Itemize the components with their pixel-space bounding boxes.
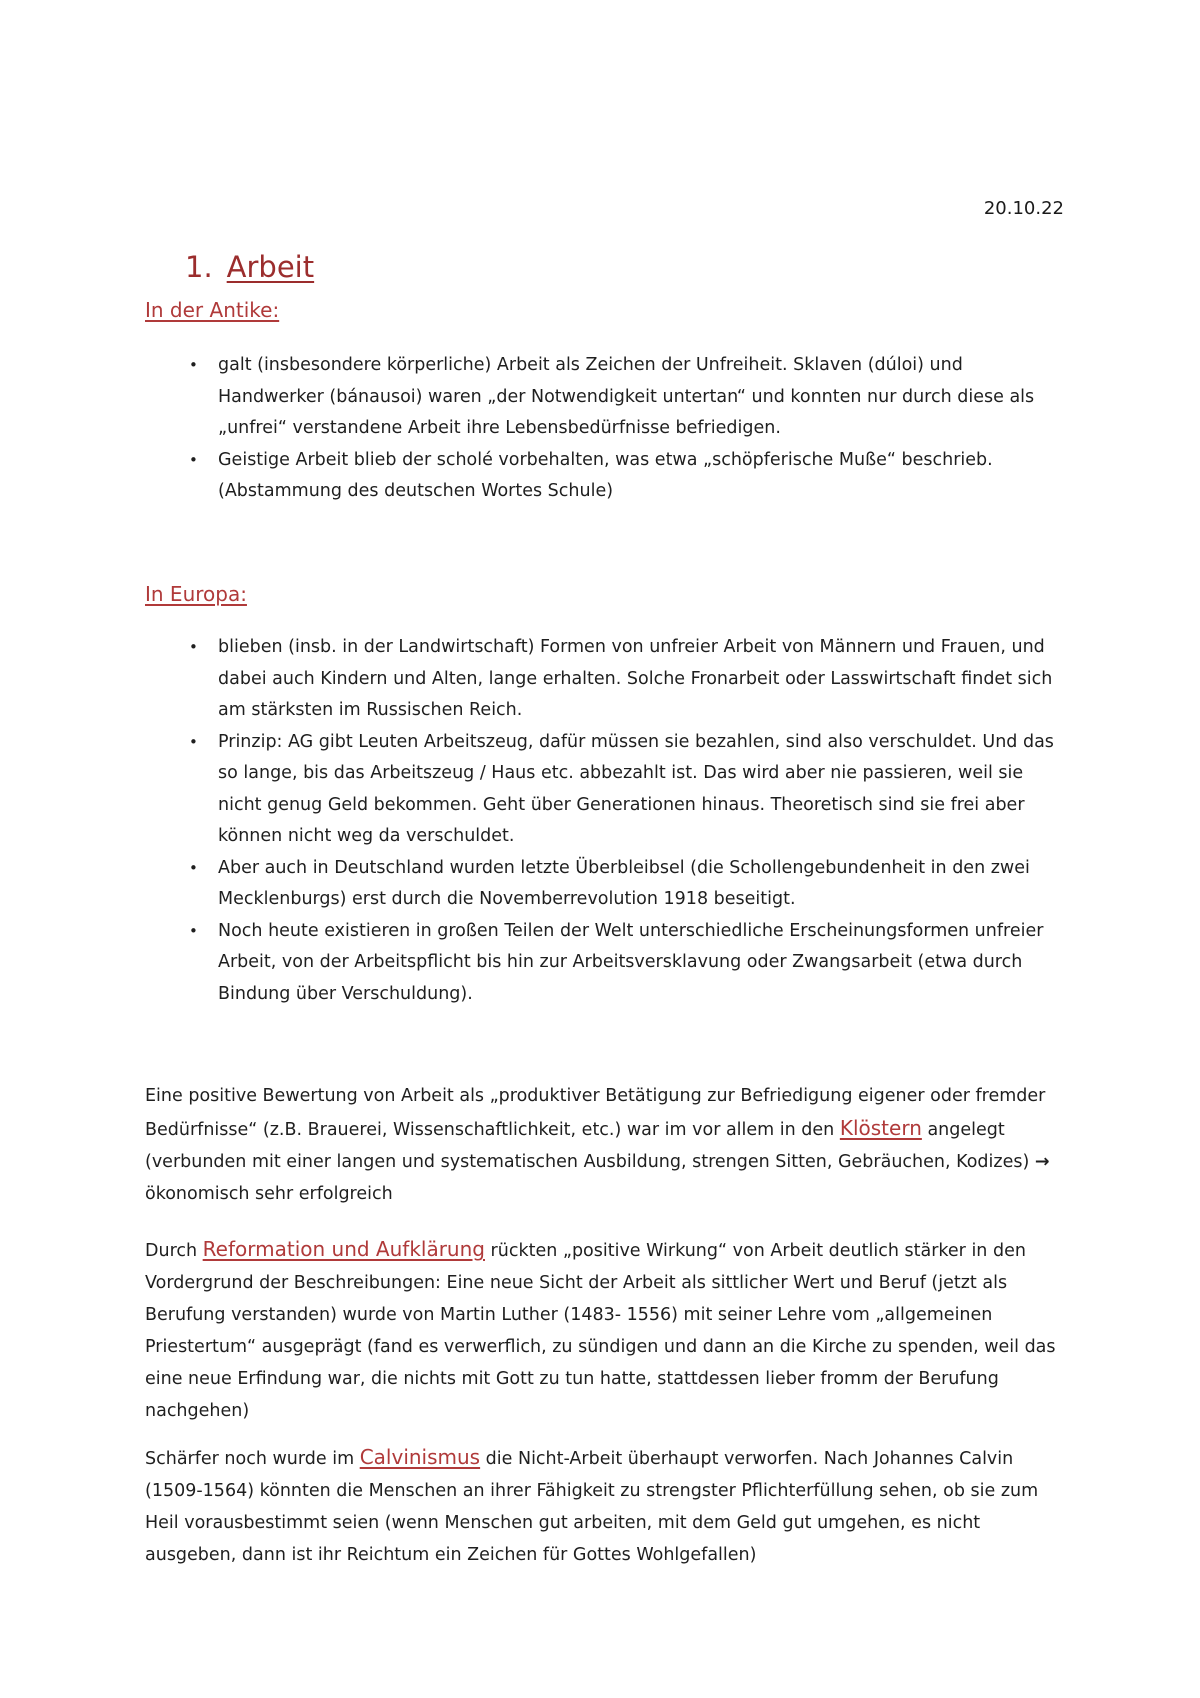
list-item — [145, 350, 1065, 445]
paragraph-kloester — [145, 1080, 1065, 1210]
paragraph-text: angelegt (verbunden mit einer langen und systematischen Ausbildung, strengen Sitten, Gebräuchen, Kodizes) — [145, 1120, 1035, 1172]
section-heading — [185, 250, 314, 284]
highlight-kloestern: Klöstern — [839, 1116, 922, 1140]
list-item — [145, 445, 1065, 508]
document-date: 20.10.22 — [983, 198, 1064, 219]
list-item — [145, 632, 1065, 727]
paragraph-text: Schärfer noch wurde im — [145, 1449, 360, 1469]
highlight-reformation: Reformation und Aufklärung — [202, 1237, 485, 1261]
paragraph-text: Eine positive Bewertung von Arbeit als „produktiver Betätigung zur Befriedigung eigener oder fremder Bedürfnisse“ (z.B. Brauerei, Wissenschaftlichkeit, etc.) war im vor allem in den — [145, 1086, 1046, 1140]
bullet-icon: • — [189, 732, 198, 751]
subheading-antike: In der Antike: — [145, 298, 280, 322]
europa-list — [145, 632, 1065, 1010]
paragraph-reformation — [145, 1233, 1065, 1427]
list-item — [145, 727, 1065, 853]
antike-list — [145, 350, 1065, 508]
bullet-icon: • — [189, 450, 198, 469]
paragraph-text: die Nicht-Arbeit überhaupt verworfen. Nach Johannes Calvin (1509-1564) könnten die Menschen an ihrer Fähigkeit zu strengster Pflichterfüllung sehen, ob sie zum Heil vorausbestimmt seien (wenn Menschen gut arbeiten, mit dem Geld gut umgehen, es nicht ausgeben, dann ist ihr Reichtum ein Zeichen für Gottes Wohlgefallen) — [145, 1449, 1039, 1565]
list-item — [145, 853, 1065, 916]
heading-number: 1. — [185, 250, 213, 284]
bullet-icon: • — [189, 858, 198, 877]
list-item-text: galt (insbesondere körperliche) Arbeit als Zeichen der Unfreiheit. Sklaven (dúloi) und Handwerker (bánausoi) waren „der Notwendigkeit untertan“ und konnten nur durch diese als „unfrei“ verstandene Arbeit ihre Lebensbedürfnisse befriedigen. — [218, 355, 1035, 438]
list-item-text: Aber auch in Deutschland wurden letzte Überbleibsel (die Schollengebundenheit in den zwei Mecklenburgs) erst durch die Novemberrevolution 1918 beseitigt. — [218, 857, 1030, 909]
list-item-text: Geistige Arbeit blieb der scholé vorbehalten, was etwa „schöpferische Muße“ beschrieb. (Abstammung des deutschen Wortes Schule) — [218, 449, 993, 501]
paragraph-text: rückten „positive Wirkung“ von Arbeit deutlich stärker in den Vordergrund der Beschreibungen: Eine neue Sicht der Arbeit als sittlicher Wert und Beruf (jetzt als Berufung verstanden) wurde von Martin Luther (1483- 1556) mit seiner Lehre vom „allgemeinen Priestertum“ ausgeprägt (fand es verwerflich, zu sündigen und dann an die Kirche zu spenden, weil das eine neue Erfindung war, die nichts mit Gott zu tun hatte, stattdessen lieber fromm der Berufung nachgehen) — [145, 1241, 1056, 1421]
paragraph-text: ökonomisch sehr erfolgreich — [145, 1184, 393, 1204]
paragraph-text: Durch — [145, 1241, 203, 1261]
bullet-icon: • — [189, 356, 198, 374]
bullet-icon: • — [189, 638, 198, 656]
subheading-europa: In Europa: — [145, 582, 247, 606]
list-item-text: blieben (insb. in der Landwirtschaft) Formen von unfreier Arbeit von Männern und Frauen, und dabei auch Kindern und Alten, lange erhalten. Solche Fronarbeit oder Lasswirtschaft findet sich am stärksten im Russischen Reich. — [218, 637, 1053, 720]
list-item-text: Prinzip: AG gibt Leuten Arbeitszeug, dafür müssen sie bezahlen, sind also verschuldet. Und das so lange, bis das Arbeitszeug / Haus etc. abbezahlt ist. Das wird aber nie passieren, weil sie nicht genug Geld bekommen. Geht über Generationen hinaus. Theoretisch sind sie frei aber können nicht weg da verschuldet. — [218, 731, 1054, 846]
highlight-calvinismus: Calvinismus — [359, 1445, 481, 1469]
heading-title: Arbeit — [226, 250, 315, 284]
list-item — [145, 916, 1065, 1011]
bullet-icon: • — [189, 921, 198, 940]
list-item-text: Noch heute existieren in großen Teilen der Welt unterschiedliche Erscheinungsformen unfreier Arbeit, von der Arbeitspflicht bis hin zur Arbeitsversklavung oder Zwangsarbeit (etwa durch Bindung über Verschuldung). — [218, 920, 1044, 1004]
right-arrow-icon: → — [1034, 1152, 1050, 1172]
paragraph-calvinismus — [145, 1441, 1065, 1571]
